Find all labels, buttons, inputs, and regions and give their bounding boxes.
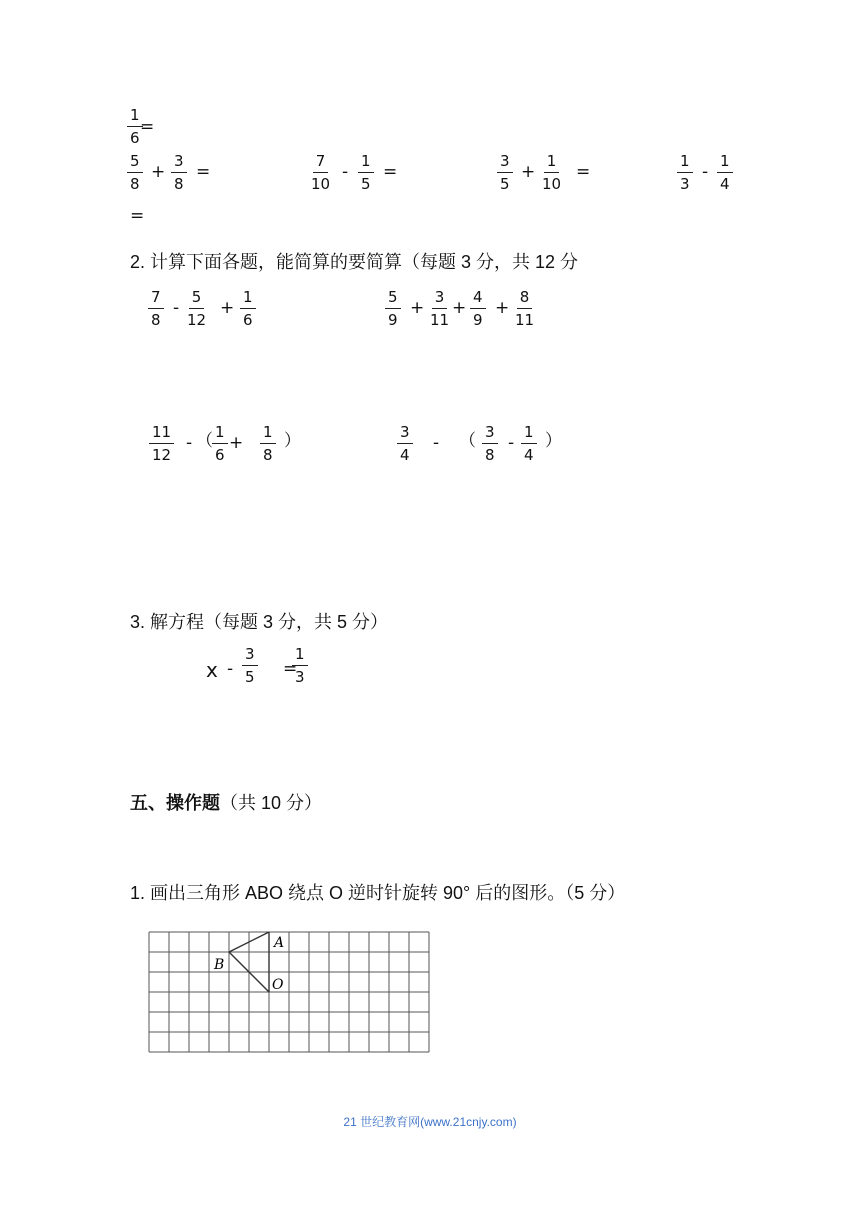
operator: + — [521, 162, 536, 182]
numerator: 1 — [717, 154, 733, 173]
numerator: 3 — [171, 154, 187, 173]
denominator: 4 — [524, 446, 534, 464]
operator: + — [151, 162, 166, 182]
operator: + — [452, 298, 467, 318]
equals-sign: = — [196, 162, 211, 182]
question-2-title: 2. 计算下面各题，能简算的要简算（每题 3 分，共 12 分 — [130, 252, 579, 272]
operator: - — [227, 659, 234, 679]
fraction — [385, 290, 401, 328]
fraction — [240, 290, 256, 328]
denominator: 9 — [388, 311, 398, 329]
fraction — [171, 154, 187, 192]
numerator: 1 — [544, 154, 560, 173]
numerator: 5 — [189, 290, 205, 309]
fraction — [497, 154, 513, 192]
numerator: 1 — [240, 290, 256, 309]
denominator: 6 — [130, 129, 140, 147]
question-5-1-title: 1. 画出三角形 ABO 绕点 O 逆时针旋转 90° 后的图形。（5 分） — [130, 883, 626, 903]
left-paren: （ — [459, 431, 476, 451]
denominator: 6 — [215, 446, 225, 464]
left-paren: （ — [196, 431, 213, 451]
fraction — [260, 425, 276, 463]
fraction — [397, 425, 413, 463]
operator: - — [186, 433, 193, 453]
equals-sign: = — [140, 117, 155, 137]
denominator: 8 — [263, 446, 273, 464]
denominator: 12 — [187, 311, 207, 329]
numerator: 8 — [517, 290, 533, 309]
denominator: 4 — [400, 446, 410, 464]
denominator: 4 — [720, 175, 730, 193]
numerator: 5 — [385, 290, 401, 309]
operator: + — [410, 298, 425, 318]
numerator: 1 — [521, 425, 537, 444]
footer-source: 21 世纪教育网(www.21cnjy.com) — [343, 1115, 517, 1129]
numerator: 7 — [148, 290, 164, 309]
numerator: 1 — [127, 108, 143, 127]
denominator: 8 — [130, 175, 140, 193]
equals-sign: = — [283, 659, 298, 679]
denominator: 6 — [243, 311, 253, 329]
grid-lines — [149, 932, 429, 1052]
fraction — [482, 425, 498, 463]
fraction — [358, 154, 374, 192]
numerator: 1 — [677, 154, 693, 173]
numerator: 1 — [292, 647, 308, 666]
operator: + — [220, 298, 235, 318]
fraction — [717, 154, 733, 192]
fraction — [187, 290, 206, 328]
numerator: 5 — [127, 154, 143, 173]
label-a: A — [274, 935, 285, 951]
denominator: 5 — [361, 175, 371, 193]
fraction — [311, 154, 330, 192]
denominator: 8 — [151, 311, 161, 329]
operator: + — [229, 433, 244, 453]
denominator: 8 — [485, 446, 495, 464]
grid-figure — [148, 931, 430, 1055]
numerator: 3 — [397, 425, 413, 444]
numerator: 3 — [482, 425, 498, 444]
denominator: 12 — [152, 446, 172, 464]
section-5-title-bold: 五、操作题 — [130, 793, 220, 813]
denominator: 11 — [515, 311, 535, 329]
fraction — [521, 425, 537, 463]
numerator: 7 — [313, 154, 329, 173]
right-paren: ） — [284, 431, 301, 451]
denominator: 10 — [311, 175, 331, 193]
fraction — [212, 425, 228, 463]
denominator: 3 — [295, 668, 305, 686]
equals-sign: = — [383, 162, 398, 182]
operator: - — [508, 433, 515, 453]
denominator: 8 — [174, 175, 184, 193]
numerator: 1 — [358, 154, 374, 173]
operator: + — [495, 298, 510, 318]
question-3-title: 3. 解方程（每题 3 分，共 5 分） — [130, 612, 389, 632]
denominator: 5 — [500, 175, 510, 193]
numerator: 3 — [497, 154, 513, 173]
fraction — [470, 290, 486, 328]
equals-sign: = — [576, 162, 591, 182]
section-5-title-rest: （共 10 分） — [220, 793, 323, 813]
fraction — [292, 647, 308, 685]
equals-sign: = — [130, 206, 145, 226]
denominator: 9 — [473, 311, 483, 329]
right-paren: ） — [545, 431, 562, 451]
fraction — [430, 290, 449, 328]
numerator: 1 — [212, 425, 228, 444]
section-5-title — [130, 794, 322, 812]
fraction — [127, 154, 143, 192]
numerator: 11 — [149, 425, 174, 444]
fraction — [542, 154, 561, 192]
fraction — [242, 647, 258, 685]
fraction — [148, 290, 164, 328]
denominator: 10 — [542, 175, 562, 193]
denominator: 3 — [680, 175, 690, 193]
variable-x: x — [206, 658, 218, 682]
operator: - — [433, 433, 440, 453]
fraction — [515, 290, 534, 328]
denominator: 5 — [245, 668, 255, 686]
numerator: 4 — [470, 290, 486, 309]
fraction — [677, 154, 693, 192]
label-o: O — [272, 977, 284, 993]
operator: - — [173, 298, 180, 318]
denominator: 11 — [430, 311, 450, 329]
label-b: B — [214, 957, 225, 973]
numerator: 1 — [260, 425, 276, 444]
fraction — [149, 425, 174, 463]
numerator: 3 — [242, 647, 258, 666]
operator: - — [702, 162, 709, 182]
operator: - — [342, 162, 349, 182]
numerator: 3 — [432, 290, 448, 309]
